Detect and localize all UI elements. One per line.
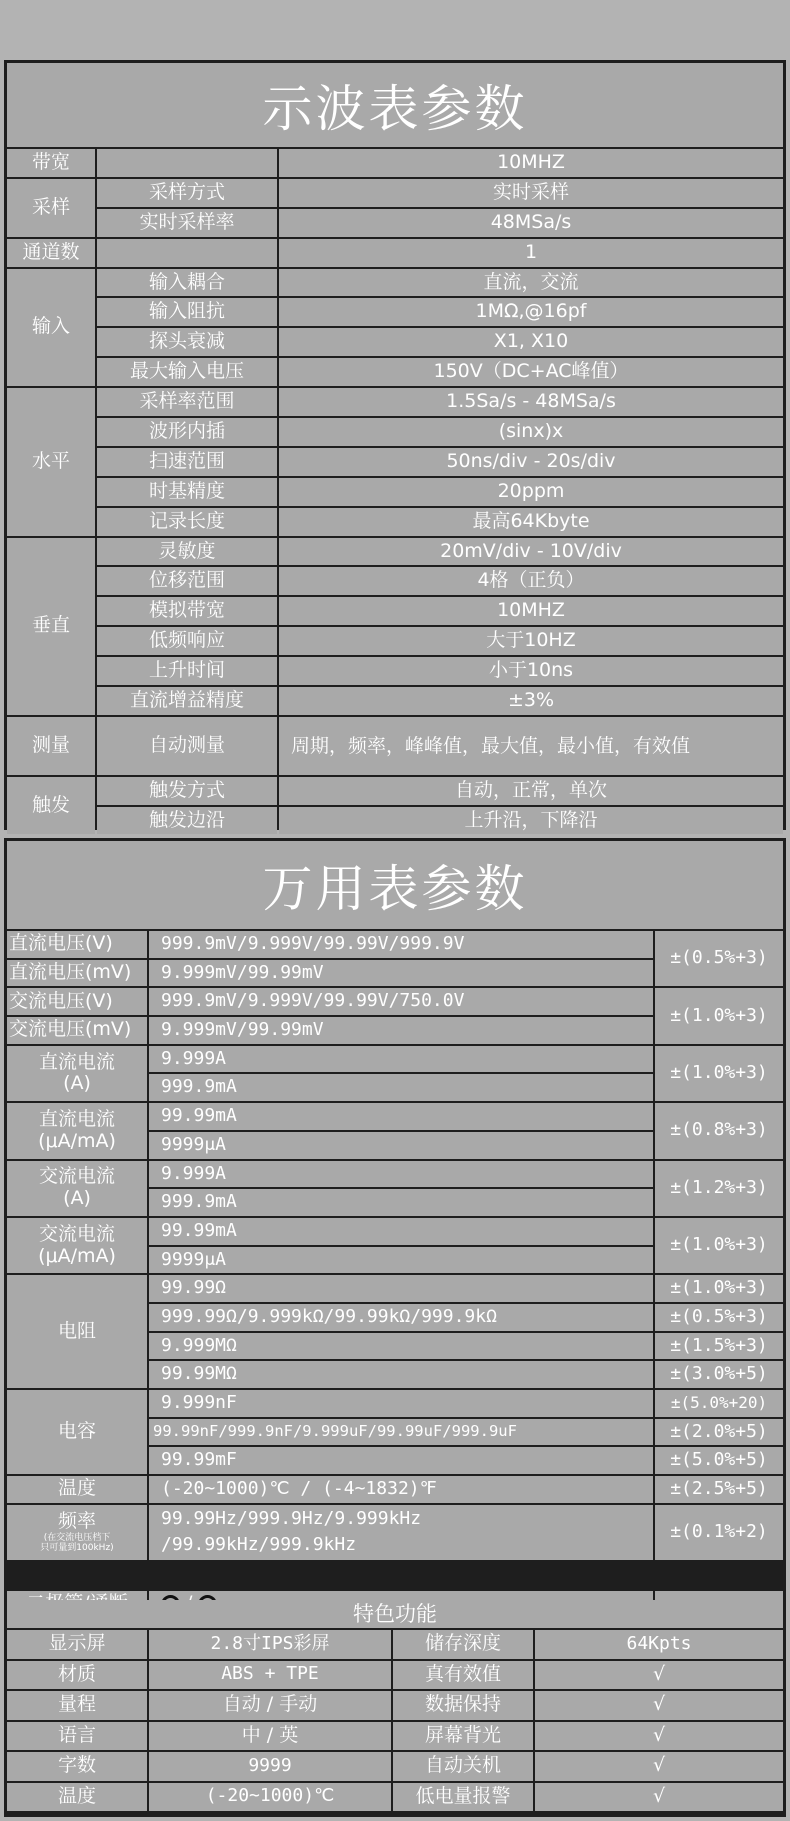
dmm-capacitance-accuracy: ±(2.0%+5) — [655, 1419, 783, 1446]
dmm-capacitance-label: 电容 — [7, 1390, 147, 1474]
dmm-dca-label: 直流电流 (A) — [7, 1046, 147, 1101]
feature-key: 语言 — [7, 1722, 147, 1751]
dmm-acv-label: 交流电压(V) — [7, 988, 147, 1015]
osc-trigger-value: 自动，正常，单次 — [279, 777, 783, 805]
osc-vertical-value: 20mV/div - 10V/div — [279, 538, 783, 566]
osc-horizontal-label: 水平 — [7, 388, 95, 535]
feature-key: 自动关机 — [393, 1752, 533, 1781]
dmm-resistance-accuracy: ±(1.0%+3) — [655, 1275, 783, 1302]
feature-key: 真有效值 — [393, 1661, 533, 1690]
multimeter-spec-table — [4, 838, 786, 1602]
dmm-resistance-value: 99.99MΩ — [149, 1361, 653, 1388]
dmm-capacitance-value: 9.999nF — [149, 1390, 653, 1417]
osc-sampling-rate-value: 48MSa/s — [279, 209, 783, 237]
osc-horizontal-key: 记录长度 — [97, 508, 277, 536]
osc-input-label: 输入 — [7, 269, 95, 387]
dmm-aca-label: 交流电流 (A) — [7, 1161, 147, 1216]
osc-trigger-key: 触发方式 — [97, 777, 277, 805]
dmm-acua-label: 交流电流 (μA/mA) — [7, 1218, 147, 1273]
dmm-aca-value: 9.999A — [149, 1161, 653, 1188]
osc-input-key: 输入阻抗 — [97, 298, 277, 326]
dmm-dcv-accuracy: ±(0.5%+3) — [655, 931, 783, 986]
dmm-capacitance-value: 99.99mF — [149, 1447, 653, 1474]
osc-trigger-label: 触发 — [7, 777, 95, 835]
dmm-dcua-label: 直流电流 (μA/mA) — [7, 1103, 147, 1158]
osc-input-key: 探头衰减 — [97, 328, 277, 356]
feature-key: 温度 — [7, 1783, 147, 1812]
osc-horizontal-key: 时基精度 — [97, 478, 277, 506]
dmm-temperature-accuracy: ±(2.5%+5) — [655, 1476, 783, 1503]
dmm-title: 万用表参数 — [7, 841, 783, 929]
osc-horizontal-value: 50ns/div - 20s/div — [279, 448, 783, 476]
dmm-dca-accuracy: ±(1.0%+3) — [655, 1046, 783, 1101]
dmm-acmv-value: 9.999mV/99.99mV — [149, 1017, 653, 1044]
osc-bandwidth-empty — [97, 149, 277, 177]
osc-sampling-method-label: 采样方式 — [97, 179, 277, 207]
osc-vertical-value: 4格（正负） — [279, 567, 783, 595]
check-icon: √ — [535, 1783, 783, 1812]
feature-key: 量程 — [7, 1691, 147, 1720]
osc-bandwidth-label: 带宽 — [7, 149, 95, 177]
feature-value: 2.8寸IPS彩屏 — [149, 1630, 391, 1659]
osc-input-value: 直流，交流 — [279, 269, 783, 297]
dmm-capacitance-value: 99.99nF/999.9nF/9.999uF/99.99uF/999.9uF — [149, 1419, 653, 1446]
dmm-resistance-accuracy: ±(1.5%+3) — [655, 1333, 783, 1360]
osc-title: 示波表参数 — [7, 63, 783, 147]
dmm-resistance-value: 999.99Ω/9.999kΩ/99.99kΩ/999.9kΩ — [149, 1304, 653, 1331]
dmm-acv-accuracy: ±(1.0%+3) — [655, 988, 783, 1043]
dmm-frequency-accuracy: ±(0.1%+2) — [655, 1505, 783, 1560]
osc-sampling-method-value: 实时采样 — [279, 179, 783, 207]
feature-value: 64Kpts — [535, 1630, 783, 1659]
dmm-resistance-label: 电阻 — [7, 1275, 147, 1388]
osc-sampling-label: 采样 — [7, 179, 95, 237]
feature-key: 显示屏 — [7, 1630, 147, 1659]
features-title: 特色功能 — [7, 1600, 783, 1628]
feature-key: 低电量报警 — [393, 1783, 533, 1812]
feature-value: (-20~1000)℃ — [149, 1783, 391, 1812]
feature-key: 屏幕背光 — [393, 1722, 533, 1751]
dmm-acua-value: 99.99mA — [149, 1218, 653, 1245]
osc-input-value: 150V（DC+AC峰值） — [279, 358, 783, 386]
dmm-acv-value: 999.9mV/9.999V/99.99V/750.0V — [149, 988, 653, 1015]
dmm-temperature-label: 温度 — [7, 1476, 147, 1503]
osc-vertical-value: 10MHZ — [279, 597, 783, 625]
feature-key: 数据保持 — [393, 1691, 533, 1720]
dmm-resistance-accuracy: ±(3.0%+5) — [655, 1361, 783, 1388]
osc-horizontal-value: 1.5Sa/s - 48MSa/s — [279, 388, 783, 416]
dmm-aca-accuracy: ±(1.2%+3) — [655, 1161, 783, 1216]
osc-horizontal-value: 最高64Kbyte — [279, 508, 783, 536]
osc-bandwidth-value: 10MHZ — [279, 149, 783, 177]
osc-vertical-key: 直流增益精度 — [97, 687, 277, 715]
osc-measure-key: 自动测量 — [97, 717, 277, 775]
osc-sampling-rate-label: 实时采样率 — [97, 209, 277, 237]
osc-trigger-value: 上升沿，下降沿 — [279, 807, 783, 835]
dmm-frequency-cell — [7, 1505, 147, 1560]
dmm-frequency-note: (在交流电压档下 只可量到100kHz) — [40, 1533, 114, 1554]
dmm-dca-value: 999.9mA — [149, 1074, 653, 1101]
osc-vertical-key: 模拟带宽 — [97, 597, 277, 625]
feature-value: 自动 / 手动 — [149, 1691, 391, 1720]
osc-vertical-value: 大于10HZ — [279, 627, 783, 655]
dmm-dcua-value: 99.99mA — [149, 1103, 653, 1130]
osc-vertical-value: 小于10ns — [279, 657, 783, 685]
osc-vertical-key: 灵敏度 — [97, 538, 277, 566]
dmm-frequency-label: 频率 — [57, 1510, 96, 1533]
osc-channels-value: 1 — [279, 239, 783, 267]
dmm-capacitance-accuracy: ±(5.0%+20) — [655, 1390, 783, 1417]
osc-channels-label: 通道数 — [7, 239, 95, 267]
dmm-dcv-label: 直流电压(V) — [7, 931, 147, 958]
osc-input-value: X1, X10 — [279, 328, 783, 356]
feature-value: ABS + TPE — [149, 1661, 391, 1690]
osc-measure-value: 周期，频率，峰峰值，最大值，最小值，有效值 — [279, 717, 783, 775]
dmm-dcv-value: 999.9mV/9.999V/99.99V/999.9V — [149, 931, 653, 958]
dmm-resistance-accuracy: ±(0.5%+3) — [655, 1304, 783, 1331]
osc-input-key: 输入耦合 — [97, 269, 277, 297]
dmm-dcmv-label: 直流电压(mV) — [7, 960, 147, 987]
osc-vertical-key: 位移范围 — [97, 567, 277, 595]
osc-input-key: 最大输入电压 — [97, 358, 277, 386]
osc-vertical-key: 上升时间 — [97, 657, 277, 685]
osc-vertical-key: 低频响应 — [97, 627, 277, 655]
dmm-dcua-accuracy: ±(0.8%+3) — [655, 1103, 783, 1158]
feature-value: 中 / 英 — [149, 1722, 391, 1751]
check-icon: √ — [535, 1691, 783, 1720]
dmm-frequency-value: 99.99Hz/999.9Hz/9.999kHz /99.99kHz/999.9kHz — [149, 1505, 653, 1560]
osc-channels-empty — [97, 239, 277, 267]
osc-horizontal-key: 采样率范围 — [97, 388, 277, 416]
dmm-temperature-value: (-20~1000)℃ / (-4~1832)℉ — [149, 1476, 653, 1503]
dmm-acua-accuracy: ±(1.0%+3) — [655, 1218, 783, 1273]
osc-trigger-key: 触发边沿 — [97, 807, 277, 835]
dmm-aca-value: 999.9mA — [149, 1189, 653, 1216]
osc-vertical-value: ±3% — [279, 687, 783, 715]
check-icon: √ — [535, 1722, 783, 1751]
feature-key: 字数 — [7, 1752, 147, 1781]
features-table — [4, 1600, 786, 1817]
feature-key: 材质 — [7, 1661, 147, 1690]
feature-value: 9999 — [149, 1752, 391, 1781]
osc-horizontal-value: 20ppm — [279, 478, 783, 506]
dmm-dcmv-value: 9.999mV/99.99mV — [149, 960, 653, 987]
osc-horizontal-key: 扫速范围 — [97, 448, 277, 476]
osc-horizontal-value: (sinx)x — [279, 418, 783, 446]
dmm-resistance-value: 99.99Ω — [149, 1275, 653, 1302]
dmm-dca-value: 9.999A — [149, 1046, 653, 1073]
feature-key: 储存深度 — [393, 1630, 533, 1659]
dmm-acmv-label: 交流电压(mV) — [7, 1017, 147, 1044]
dmm-acua-value: 9999μA — [149, 1247, 653, 1274]
dmm-capacitance-accuracy: ±(5.0%+5) — [655, 1447, 783, 1474]
osc-input-value: 1MΩ,@16pf — [279, 298, 783, 326]
check-icon: √ — [535, 1661, 783, 1690]
osc-vertical-label: 垂直 — [7, 538, 95, 715]
dmm-resistance-value: 9.999MΩ — [149, 1333, 653, 1360]
dmm-dcua-value: 9999μA — [149, 1132, 653, 1159]
osc-measure-label: 测量 — [7, 717, 95, 775]
osc-horizontal-key: 波形内插 — [97, 418, 277, 446]
check-icon: √ — [535, 1752, 783, 1781]
oscilloscope-spec-table — [4, 60, 786, 830]
